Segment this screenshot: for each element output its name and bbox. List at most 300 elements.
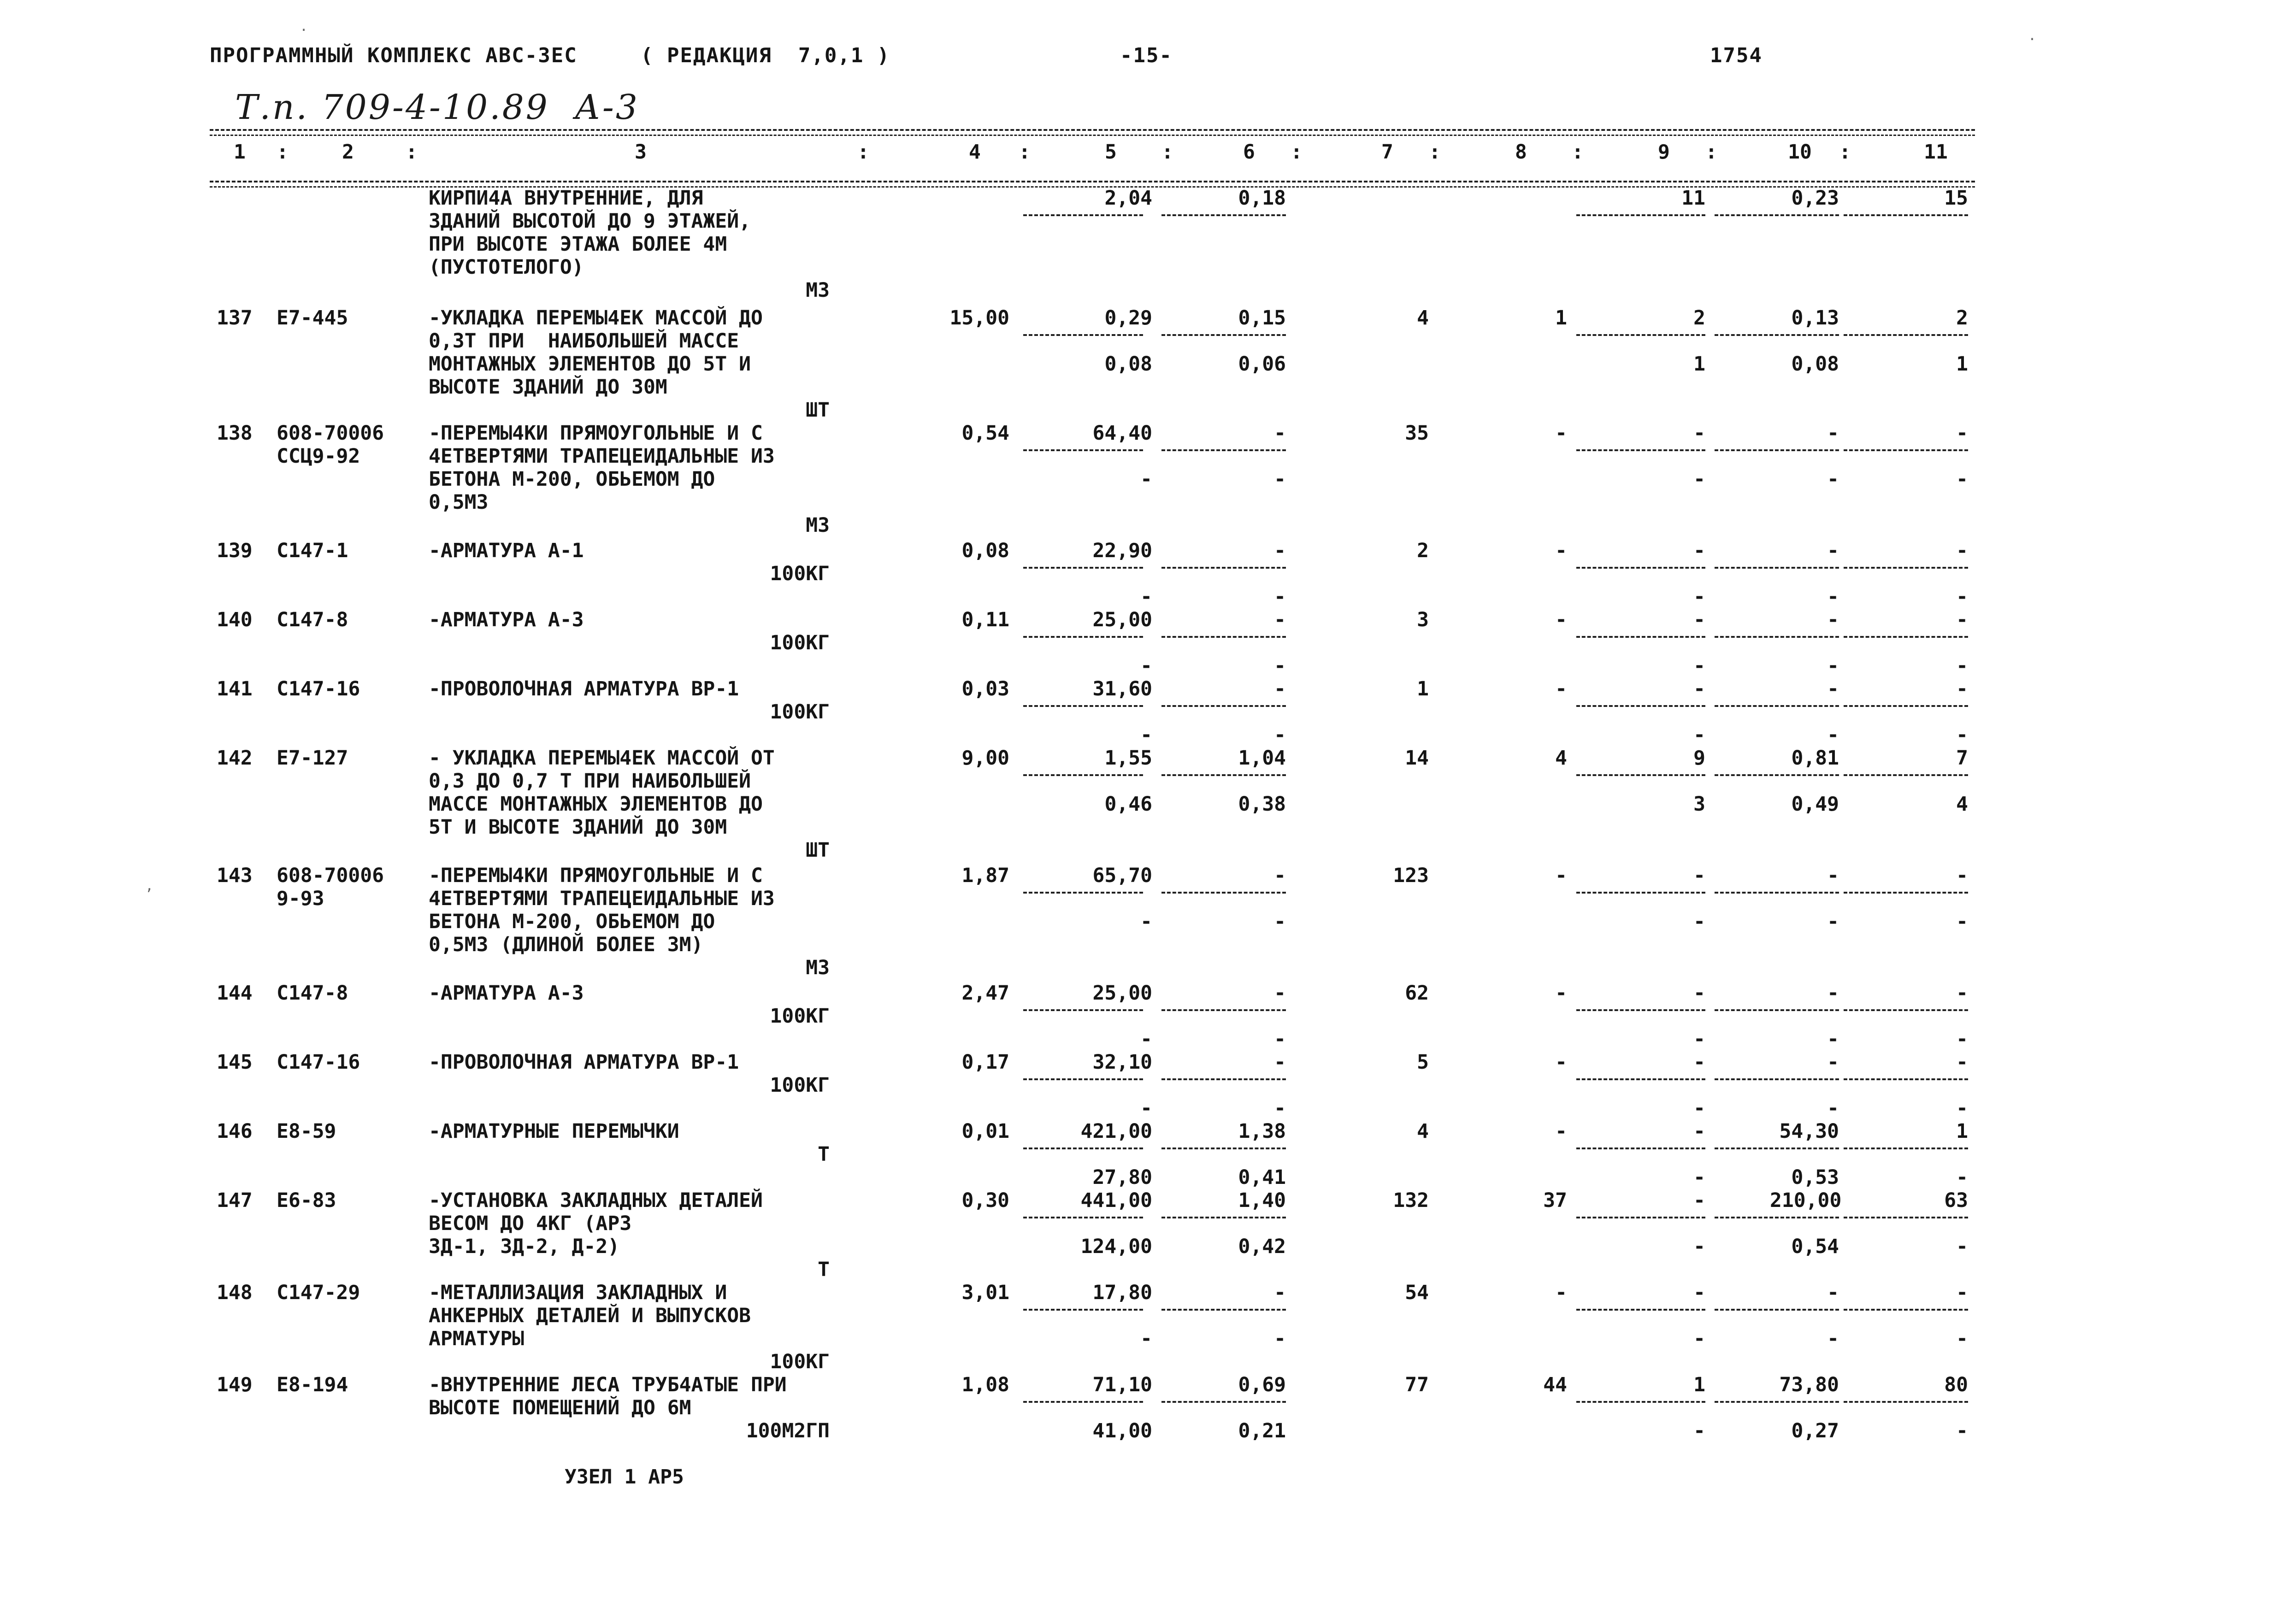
handwritten-project-code: Т.п. 709-4-10.89 А-3: [235, 88, 639, 127]
unit-cost: 17,80: [1092, 1281, 1152, 1304]
col-10-secondary: 0,08: [1791, 353, 1839, 376]
unit-wage: -: [1274, 982, 1286, 1005]
unit-wage-machine: 0,42: [1238, 1235, 1286, 1258]
fraction-rule: [1715, 636, 1839, 638]
work-description: КИРПИ4А ВНУТРЕННИЕ, ДЛЯ: [429, 187, 703, 210]
work-description: БЕТОНА М-200, ОБЬЕМОМ ДО: [429, 468, 715, 491]
col-10-secondary: -: [1827, 654, 1839, 677]
unit-cost: 65,70: [1092, 864, 1152, 887]
row-number: 142: [217, 747, 253, 770]
unit-cost-machine: -: [1140, 910, 1152, 933]
fraction-rule: [1023, 1309, 1143, 1311]
col-11-secondary: -: [1956, 1028, 1968, 1051]
col-11-secondary: -: [1956, 724, 1968, 747]
work-description: -УКЛАДКА ПЕРЕМЫ4ЕК МАССОЙ ДО: [429, 306, 763, 330]
work-description: -УСТАНОВКА ЗАКЛАДНЫХ ДЕТАЛЕЙ: [429, 1189, 763, 1212]
col-9-value: -: [1693, 422, 1705, 445]
col-9-secondary: -: [1693, 1235, 1705, 1258]
unit-wage-machine: -: [1274, 468, 1286, 491]
fraction-rule: [1844, 1309, 1968, 1311]
col-11-value: 63: [1944, 1189, 1968, 1212]
unit-wage-machine: -: [1274, 654, 1286, 677]
fraction-rule: [1576, 1147, 1705, 1149]
unit-wage-machine: 0,06: [1238, 353, 1286, 376]
unit-cost: 31,60: [1092, 677, 1152, 700]
fraction-rule: [1715, 705, 1839, 707]
unit-of-measure: М3: [806, 514, 830, 537]
col-11-secondary: 4: [1956, 793, 1968, 816]
fraction-rule: [1715, 567, 1839, 569]
total-cost: 1: [1417, 677, 1429, 700]
col-9-value: -: [1693, 539, 1705, 562]
fraction-rule: [1576, 1401, 1705, 1403]
fraction-rule: [1715, 774, 1839, 776]
unit-wage-machine: -: [1274, 724, 1286, 747]
total-wage: 4: [1555, 747, 1567, 770]
col-11-value: -: [1956, 608, 1968, 631]
fraction-rule: [1023, 892, 1143, 894]
row-number: 144: [217, 982, 253, 1005]
col-10-secondary: -: [1827, 585, 1839, 608]
quantity: 0,11: [961, 608, 1009, 631]
col-9-value: 9: [1693, 747, 1705, 770]
work-description: (ПУСТОТЕЛОГО): [429, 256, 584, 279]
col-9-secondary: -: [1693, 1028, 1705, 1051]
col-11-secondary: -: [1956, 910, 1968, 933]
col-10-value: 73,80: [1779, 1373, 1839, 1396]
column-number: 11: [1924, 141, 1948, 164]
fraction-rule: [1161, 449, 1286, 451]
unit-wage: 0,69: [1238, 1373, 1286, 1396]
col-10-value: -: [1827, 864, 1839, 887]
fraction-rule: [1844, 449, 1968, 451]
fraction-rule: [1023, 1078, 1143, 1080]
quantity: 1,87: [961, 864, 1009, 887]
quantity: 9,00: [961, 747, 1009, 770]
fraction-rule: [1576, 567, 1705, 569]
scan-speck: .: [300, 18, 308, 35]
row-number: 145: [217, 1051, 253, 1074]
norm-code: С147-8: [277, 982, 348, 1005]
unit-cost-machine: 27,80: [1092, 1166, 1152, 1189]
unit-cost-machine: 124,00: [1080, 1235, 1152, 1258]
unit-cost: 0,29: [1104, 306, 1152, 330]
fraction-rule: [1023, 636, 1143, 638]
unit-cost-machine: 0,46: [1104, 793, 1152, 816]
unit-of-measure: 100КГ: [770, 1074, 830, 1097]
total-cost: 123: [1393, 864, 1429, 887]
col-11-value: -: [1956, 1051, 1968, 1074]
fraction-rule: [1715, 1309, 1839, 1311]
col-10-value: -: [1827, 982, 1839, 1005]
column-separator: :: [1839, 141, 1851, 164]
unit-of-measure: 100КГ: [770, 1005, 830, 1028]
unit-cost-machine: -: [1140, 1327, 1152, 1350]
col-11-secondary: -: [1956, 654, 1968, 677]
work-description: -ПРОВОЛОЧНАЯ АРМАТУРА ВР-1: [429, 1051, 739, 1074]
unit-wage: 0,18: [1238, 187, 1286, 210]
unit-cost-machine: -: [1140, 654, 1152, 677]
col-9-value: -: [1693, 1189, 1705, 1212]
scan-speck: .: [2028, 28, 2037, 44]
total-cost: 14: [1405, 747, 1429, 770]
work-description: 0,5М3 (ДЛИНОЙ БОЛЕЕ 3М): [429, 933, 703, 956]
row-number: 147: [217, 1189, 253, 1212]
col-11-value: 80: [1944, 1373, 1968, 1396]
work-description: -АРМАТУРА А-3: [429, 608, 584, 631]
col-10-secondary: -: [1827, 724, 1839, 747]
edition-label: ( РЕДАКЦИЯ 7,0,1 ): [641, 44, 890, 67]
total-wage: 44: [1543, 1373, 1567, 1396]
column-number: 6: [1243, 141, 1255, 164]
unit-wage: -: [1274, 864, 1286, 887]
col-11-secondary: -: [1956, 1097, 1968, 1120]
quantity: 0,17: [961, 1051, 1009, 1074]
fraction-rule: [1161, 774, 1286, 776]
col-9-value: -: [1693, 1120, 1705, 1143]
row-number: 140: [217, 608, 253, 631]
col-9-value: 2: [1693, 306, 1705, 330]
fraction-rule: [1576, 892, 1705, 894]
fraction-rule: [1844, 636, 1968, 638]
fraction-rule: [1715, 1401, 1839, 1403]
column-separator: :: [857, 141, 869, 164]
fraction-rule: [1576, 449, 1705, 451]
work-description: -ПЕРЕМЫ4КИ ПРЯМОУГОЛЬНЫЕ И С: [429, 422, 763, 445]
total-wage: -: [1555, 982, 1567, 1005]
fraction-rule: [1715, 334, 1839, 336]
fraction-rule: [1844, 892, 1968, 894]
col-11-value: -: [1956, 677, 1968, 700]
quantity: 0,08: [961, 539, 1009, 562]
unit-cost-machine: 41,00: [1092, 1419, 1152, 1442]
fraction-rule: [1023, 1401, 1143, 1403]
fraction-rule: [1844, 1147, 1968, 1149]
unit-cost-machine: -: [1140, 1097, 1152, 1120]
col-10-value: -: [1827, 422, 1839, 445]
work-description: 0,3 ДО 0,7 Т ПРИ НАИБОЛЬШЕЙ: [429, 770, 751, 793]
col-11-secondary: 1: [1956, 353, 1968, 376]
total-wage: -: [1555, 864, 1567, 887]
unit-of-measure: 100КГ: [770, 631, 830, 654]
norm-code: С147-8: [277, 608, 348, 631]
unit-cost: 32,10: [1092, 1051, 1152, 1074]
column-number: 8: [1515, 141, 1527, 164]
work-description: ВЫСОТЕ ПОМЕЩЕНИЙ ДО 6М: [429, 1396, 691, 1419]
col-11-secondary: -: [1956, 1235, 1968, 1258]
header-rule-top-2: [210, 135, 1975, 136]
col-10-secondary: -: [1827, 910, 1839, 933]
norm-code: 608-70006: [277, 864, 384, 887]
fraction-rule: [1023, 1147, 1143, 1149]
col-11-value: 1: [1956, 1120, 1968, 1143]
quantity: 2,47: [961, 982, 1009, 1005]
norm-code-secondary: 9-93: [277, 887, 324, 910]
norm-code: Е7-445: [277, 306, 348, 330]
column-number: 7: [1381, 141, 1393, 164]
unit-wage: -: [1274, 422, 1286, 445]
fraction-rule: [1715, 1009, 1839, 1011]
col-10-value: -: [1827, 677, 1839, 700]
norm-code: Е8-194: [277, 1373, 348, 1396]
work-description: -ПРОВОЛОЧНАЯ АРМАТУРА ВР-1: [429, 677, 739, 700]
column-separator: :: [1019, 141, 1031, 164]
total-wage: 1: [1555, 306, 1567, 330]
norm-code: 608-70006: [277, 422, 384, 445]
total-wage: -: [1555, 1051, 1567, 1074]
norm-code: С147-16: [277, 1051, 360, 1074]
unit-cost-machine: -: [1140, 585, 1152, 608]
column-number: 10: [1788, 141, 1812, 164]
fraction-rule: [1161, 636, 1286, 638]
col-9-secondary: -: [1693, 1419, 1705, 1442]
col-9-value: 11: [1681, 187, 1705, 210]
unit-wage-machine: 0,41: [1238, 1166, 1286, 1189]
unit-of-measure: Т: [818, 1258, 830, 1281]
work-description: -АРМАТУРА А-1: [429, 539, 584, 562]
row-number: 138: [217, 422, 253, 445]
total-cost: 35: [1405, 422, 1429, 445]
fraction-rule: [1576, 705, 1705, 707]
column-separator: :: [406, 141, 418, 164]
col-11-secondary: -: [1956, 1419, 1968, 1442]
col-11-secondary: -: [1956, 1327, 1968, 1350]
row-number: 137: [217, 306, 253, 330]
unit-of-measure: 100М2ГП: [746, 1419, 830, 1442]
row-number: 139: [217, 539, 253, 562]
unit-wage: -: [1274, 1051, 1286, 1074]
work-description: АРМАТУРЫ: [429, 1327, 525, 1350]
total-cost: 62: [1405, 982, 1429, 1005]
col-10-secondary: -: [1827, 468, 1839, 491]
col-10-secondary: -: [1827, 1028, 1839, 1051]
unit-of-measure: Т: [818, 1143, 830, 1166]
col-10-value: -: [1827, 1051, 1839, 1074]
work-description: -ВНУТРЕННИЕ ЛЕСА ТРУБ4АТЫЕ ПРИ: [429, 1373, 787, 1396]
column-separator: :: [1572, 141, 1584, 164]
col-9-secondary: 3: [1693, 793, 1705, 816]
row-number: 146: [217, 1120, 253, 1143]
row-number: 149: [217, 1373, 253, 1396]
sheet-number: 1754: [1710, 44, 1762, 67]
work-description: 3Д-1, 3Д-2, Д-2): [429, 1235, 620, 1258]
fraction-rule: [1576, 1078, 1705, 1080]
norm-code: С147-16: [277, 677, 360, 700]
col-9-secondary: -: [1693, 468, 1705, 491]
col-9-value: -: [1693, 982, 1705, 1005]
col-9-secondary: -: [1693, 1166, 1705, 1189]
fraction-rule: [1844, 1217, 1968, 1218]
work-description: - УКЛАДКА ПЕРЕМЫ4ЕК МАССОЙ ОТ: [429, 747, 775, 770]
fraction-rule: [1844, 567, 1968, 569]
fraction-rule: [1023, 1009, 1143, 1011]
column-number: 5: [1105, 141, 1117, 164]
col-11-value: 2: [1956, 306, 1968, 330]
col-10-secondary: 0,49: [1791, 793, 1839, 816]
total-wage: -: [1555, 1281, 1567, 1304]
column-number: 2: [342, 141, 354, 164]
fraction-rule: [1023, 1217, 1143, 1218]
column-separator: :: [1705, 141, 1717, 164]
work-description: ПРИ ВЫСОТЕ ЭТАЖА БОЛЕЕ 4М: [429, 233, 727, 256]
fraction-rule: [1161, 892, 1286, 894]
column-separator: :: [277, 141, 289, 164]
column-number: 3: [635, 141, 647, 164]
total-wage: -: [1555, 608, 1567, 631]
unit-wage: -: [1274, 608, 1286, 631]
fraction-rule: [1844, 1078, 1968, 1080]
work-description: ВЫСОТЕ ЗДАНИЙ ДО 30М: [429, 376, 667, 399]
fraction-rule: [1715, 449, 1839, 451]
total-cost: 4: [1417, 306, 1429, 330]
fraction-rule: [1576, 1217, 1705, 1218]
fraction-rule: [1023, 334, 1143, 336]
unit-of-measure: М3: [806, 956, 830, 979]
norm-code: Е6-83: [277, 1189, 336, 1212]
fraction-rule: [1844, 214, 1968, 216]
col-11-secondary: -: [1956, 1166, 1968, 1189]
total-wage: 37: [1543, 1189, 1567, 1212]
total-cost: 3: [1417, 608, 1429, 631]
fraction-rule: [1844, 705, 1968, 707]
work-description: 4ЕТВЕРТЯМИ ТРАПЕЦЕИДАЛЬНЫЕ ИЗ: [429, 887, 775, 910]
total-cost: 77: [1405, 1373, 1429, 1396]
work-description: ВЕСОМ ДО 4КГ (АР3: [429, 1212, 632, 1235]
total-cost: 54: [1405, 1281, 1429, 1304]
unit-cost: 64,40: [1092, 422, 1152, 445]
quantity: 1,08: [961, 1373, 1009, 1396]
col-9-secondary: -: [1693, 1327, 1705, 1350]
unit-of-measure: 100КГ: [770, 700, 830, 724]
fraction-rule: [1161, 567, 1286, 569]
column-number: 1: [234, 141, 246, 164]
fraction-rule: [1715, 892, 1839, 894]
col-9-value: -: [1693, 1281, 1705, 1304]
quantity: 0,54: [961, 422, 1009, 445]
unit-wage-machine: -: [1274, 1327, 1286, 1350]
fraction-rule: [1161, 1147, 1286, 1149]
column-separator: :: [1291, 141, 1303, 164]
work-description: -ПЕРЕМЫ4КИ ПРЯМОУГОЛЬНЫЕ И С: [429, 864, 763, 887]
work-description: -АРМАТУРА А-3: [429, 982, 584, 1005]
unit-wage-machine: -: [1274, 1097, 1286, 1120]
unit-cost-machine: -: [1140, 724, 1152, 747]
quantity: 3,01: [961, 1281, 1009, 1304]
work-description: -АРМАТУРНЫЕ ПЕРЕМЫЧКИ: [429, 1120, 679, 1143]
unit-cost: 441,00: [1080, 1189, 1152, 1212]
quantity: 0,03: [961, 677, 1009, 700]
unit-cost-machine: -: [1140, 468, 1152, 491]
column-separator: :: [1429, 141, 1441, 164]
quantity: 15,00: [949, 306, 1009, 330]
col-11-secondary: -: [1956, 468, 1968, 491]
fraction-rule: [1715, 1217, 1839, 1218]
col-11-value: 15: [1944, 187, 1968, 210]
fraction-rule: [1161, 334, 1286, 336]
col-9-value: -: [1693, 608, 1705, 631]
col-10-value: 0,81: [1791, 747, 1839, 770]
fraction-rule: [1576, 334, 1705, 336]
col-10-secondary: 0,53: [1791, 1166, 1839, 1189]
col-11-value: -: [1956, 982, 1968, 1005]
col-9-secondary: -: [1693, 1097, 1705, 1120]
fraction-rule: [1023, 214, 1143, 216]
unit-wage-machine: 0,38: [1238, 793, 1286, 816]
fraction-rule: [1161, 705, 1286, 707]
unit-of-measure: ШТ: [806, 839, 830, 862]
column-number: 4: [969, 141, 981, 164]
fraction-rule: [1844, 1009, 1968, 1011]
total-cost: 5: [1417, 1051, 1429, 1074]
col-10-secondary: -: [1827, 1097, 1839, 1120]
unit-wage: -: [1274, 539, 1286, 562]
footer-node-label: УЗЕЛ 1 АР5: [565, 1465, 684, 1489]
col-10-value: 0,23: [1791, 187, 1839, 210]
fraction-rule: [1161, 1401, 1286, 1403]
page-number: -15-: [1120, 44, 1173, 67]
fraction-rule: [1023, 705, 1143, 707]
unit-cost-machine: 0,08: [1104, 353, 1152, 376]
unit-of-measure: 100КГ: [770, 1350, 830, 1373]
total-cost: 4: [1417, 1120, 1429, 1143]
work-description: 4ЕТВЕРТЯМИ ТРАПЕЦЕИДАЛЬНЫЕ ИЗ: [429, 445, 775, 468]
work-description: МАССЕ МОНТАЖНЫХ ЭЛЕМЕНТОВ ДО: [429, 793, 763, 816]
unit-cost: 71,10: [1092, 1373, 1152, 1396]
unit-cost: 25,00: [1092, 608, 1152, 631]
unit-cost: 25,00: [1092, 982, 1152, 1005]
col-10-secondary: 0,27: [1791, 1419, 1839, 1442]
fraction-rule: [1576, 774, 1705, 776]
work-description: -МЕТАЛЛИЗАЦИЯ ЗАКЛАДНЫХ И: [429, 1281, 727, 1304]
fraction-rule: [1023, 567, 1143, 569]
work-description: 5Т И ВЫСОТЕ ЗДАНИЙ ДО 30М: [429, 816, 727, 839]
col-9-secondary: -: [1693, 585, 1705, 608]
col-9-secondary: -: [1693, 654, 1705, 677]
norm-code-secondary: ССЦ9-92: [277, 445, 360, 468]
total-wage: -: [1555, 539, 1567, 562]
fraction-rule: [1715, 1078, 1839, 1080]
norm-code: С147-29: [277, 1281, 360, 1304]
work-description: МОНТАЖНЫХ ЭЛЕМЕНТОВ ДО 5Т И: [429, 353, 751, 376]
work-description: 0,3Т ПРИ НАИБОЛЬШЕЙ МАССЕ: [429, 330, 739, 353]
fraction-rule: [1715, 214, 1839, 216]
unit-wage-machine: -: [1274, 1028, 1286, 1051]
col-11-value: 7: [1956, 747, 1968, 770]
col-11-value: -: [1956, 864, 1968, 887]
unit-cost: 2,04: [1104, 187, 1152, 210]
fraction-rule: [1844, 1401, 1968, 1403]
col-10-value: -: [1827, 1281, 1839, 1304]
unit-cost: 421,00: [1080, 1120, 1152, 1143]
col-11-value: -: [1956, 422, 1968, 445]
work-description: 0,5М3: [429, 491, 489, 514]
unit-wage: 1,40: [1238, 1189, 1286, 1212]
total-cost: 2: [1417, 539, 1429, 562]
unit-cost: 22,90: [1092, 539, 1152, 562]
unit-wage-machine: -: [1274, 910, 1286, 933]
fraction-rule: [1576, 214, 1705, 216]
norm-code: Е7-127: [277, 747, 348, 770]
unit-of-measure: 100КГ: [770, 562, 830, 585]
unit-cost: 1,55: [1104, 747, 1152, 770]
col-11-secondary: -: [1956, 585, 1968, 608]
col-10-secondary: 0,54: [1791, 1235, 1839, 1258]
total-cost: 132: [1393, 1189, 1429, 1212]
unit-wage-machine: 0,21: [1238, 1419, 1286, 1442]
col-9-value: -: [1693, 864, 1705, 887]
col-9-value: -: [1693, 1051, 1705, 1074]
col-9-secondary: 1: [1693, 353, 1705, 376]
